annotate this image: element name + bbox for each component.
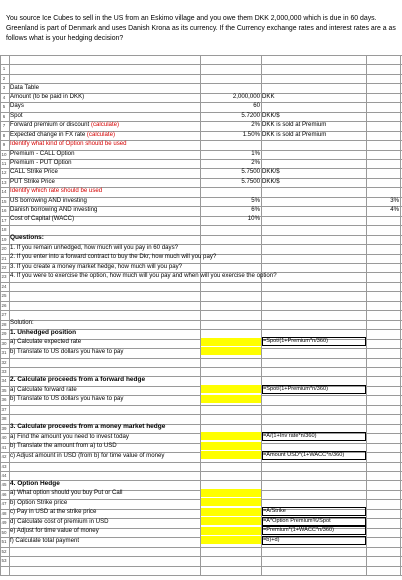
s3-a-formula[interactable]: =A/(1+Inv rate*n/360)	[263, 432, 317, 439]
us-rate-extra[interactable]: 3%	[390, 196, 399, 204]
spot-label[interactable]: Spot	[10, 111, 23, 119]
s4-f-formula[interactable]: =b)+d)	[263, 536, 280, 543]
call-strike-unit[interactable]: DKK/$	[262, 168, 280, 175]
call-strike-value[interactable]: 5.7500	[241, 168, 260, 175]
row-number: 48	[1, 510, 7, 516]
put-premium-value[interactable]: 2%	[251, 158, 260, 166]
row-number: 47	[1, 501, 7, 507]
row-number: 53	[1, 558, 7, 564]
row-number: 45	[1, 482, 7, 488]
expected-change-unit[interactable]: DKK is sold at Premium	[262, 130, 327, 138]
row-number: 37	[1, 406, 7, 412]
expected-change-label[interactable]	[10, 130, 175, 139]
questions-title[interactable]: Questions:	[10, 234, 44, 241]
us-rate-value[interactable]: 5%	[251, 196, 260, 204]
row-number: 41	[1, 444, 7, 450]
danish-rate-extra[interactable]: 4%	[390, 206, 399, 213]
row-number: 33	[1, 369, 7, 374]
call-premium-value[interactable]: 1%	[251, 149, 260, 157]
us-rate-label[interactable]: US borrowing AND investing	[10, 196, 87, 204]
expected-change-value[interactable]: 1.50%	[242, 130, 260, 138]
grid-row-line	[0, 547, 402, 548]
identify-rate-label[interactable]: Identify which rate should be used	[10, 187, 103, 194]
question-4[interactable]: 4. If you were to exercise the option, how much will you pay and when will you exercise the option?	[10, 272, 277, 279]
row-number: 35	[1, 387, 7, 393]
amount-label[interactable]: Amount (to be paid in DKK)	[10, 93, 85, 100]
row-number: 46	[1, 491, 7, 497]
grid-row-line	[0, 471, 402, 472]
row-number: 15	[1, 198, 7, 204]
row-number: 7	[2, 123, 6, 129]
forward-premium-unit[interactable]: DKK is sold at Premium	[262, 121, 327, 128]
call-strike-label[interactable]: CALL Strike Price	[10, 168, 58, 175]
row-number: 25	[1, 293, 7, 299]
grid-row-line	[0, 291, 402, 292]
row-number: 13	[1, 179, 7, 185]
row-number: 28	[1, 321, 7, 327]
grid-row-line	[0, 358, 402, 359]
row-number: 8	[2, 132, 6, 138]
row-number: 44	[1, 473, 7, 478]
row-number: 36	[1, 397, 7, 403]
put-strike-label[interactable]: PUT Strike Price	[10, 177, 55, 185]
row-number: 2	[2, 75, 6, 81]
row-number: 3	[2, 85, 6, 91]
grid-row-line	[0, 282, 402, 283]
s2-b-input-cell[interactable]	[201, 395, 261, 403]
amount-unit[interactable]: DKK	[262, 93, 275, 100]
row-number: 52	[1, 548, 7, 554]
s3-b-label[interactable]: b) Translate the amount from a) to USD	[10, 442, 117, 449]
s3-a-input-cell[interactable]	[201, 432, 261, 440]
s2-a-label[interactable]: a) Calculate forward rate	[10, 385, 77, 393]
s4-a-label[interactable]: a) What option should you buy Put or Call	[10, 489, 123, 496]
row-number: 18	[1, 227, 7, 233]
s2-b-label[interactable]: b) Translate to US dollars you have to pay	[10, 395, 124, 402]
question-3[interactable]: 3. If you create a money market hedge, how much will you pay?	[10, 262, 183, 270]
row-number: 30	[1, 340, 7, 346]
row-number: 29	[1, 331, 7, 337]
s4-e-formula[interactable]: =Premium*(1+WACC*n/360)	[263, 527, 334, 533]
s3-c-label[interactable]: c) Adjust amount in USD (from b) for time value of money	[10, 451, 165, 459]
forward-premium-label[interactable]	[10, 120, 175, 129]
row-number: 26	[1, 302, 7, 308]
spot-value[interactable]: 5.7200	[241, 111, 260, 119]
grid-row-line	[0, 55, 402, 56]
grid-row-line	[0, 301, 402, 302]
row-number: 5	[2, 104, 6, 110]
amount-value[interactable]: 2,000,000	[232, 93, 260, 100]
s4-f-input-cell[interactable]	[201, 536, 261, 544]
row-number: 1	[2, 66, 6, 72]
grid-row-line	[0, 64, 402, 65]
s2-a-input-cell[interactable]	[201, 385, 261, 393]
s4-e-label[interactable]: e) Adjust for time value of money	[10, 527, 99, 534]
grid-row-line	[0, 74, 402, 75]
s4-a-input-cell[interactable]	[201, 489, 261, 497]
danish-rate-label[interactable]: Danish borrowing AND investing	[10, 206, 98, 213]
s4-c-input-cell[interactable]	[201, 508, 261, 516]
row-number: 21	[1, 255, 7, 261]
question-2[interactable]: 2. If you enter into a forward contract to buy the Dkr, how much will you pay?	[10, 253, 217, 260]
row-number: 23	[1, 274, 7, 280]
section-1-title[interactable]: 1. Unhedged position	[10, 328, 77, 336]
days-label[interactable]: Days	[10, 102, 24, 109]
days-value[interactable]: 60	[253, 102, 260, 109]
row-number: 10	[1, 151, 7, 157]
grid-row-line	[0, 462, 402, 463]
grid-row-line	[0, 575, 402, 576]
s3-b-input-cell[interactable]	[201, 442, 261, 450]
row-number: 38	[1, 416, 7, 422]
data-table-title[interactable]: Data Table	[10, 83, 40, 91]
grid-row-line	[0, 405, 402, 406]
row-number: 19	[1, 236, 7, 242]
problem-statement: You source Ice Cubes to sell in the US from an Eskimo village and you owe them DKK 2,000,000 which is due in 60 days. Greenland is part of Denmark and uses Danish Krona as its currency. If the Currency exchange rates and interest rates are a as follows what is your hedging decision?	[6, 15, 396, 42]
identify-option-label[interactable]: Identify what kind of Option should be used	[10, 140, 127, 147]
row-number: 17	[1, 217, 7, 223]
s3-a-label[interactable]: a) Find the amount you need to invest today	[10, 432, 129, 440]
s4-f-label[interactable]: f) Calculate total payment	[10, 536, 80, 544]
row-number: 50	[1, 529, 7, 535]
row-number: 42	[1, 454, 7, 460]
spot-unit[interactable]: DKK/$	[262, 111, 280, 119]
section-3-title[interactable]: 3. Calculate proceeds from a money market hedge	[10, 423, 166, 430]
row-number: 34	[1, 378, 7, 384]
section-4-title[interactable]: 4. Option Hedge	[10, 479, 60, 487]
s1-a-formula[interactable]: =Spot/(1+Premium*n/360)	[263, 338, 328, 344]
s4-d-input-cell[interactable]	[201, 517, 261, 525]
expected-change-note: (calculate)	[86, 130, 116, 138]
grid-column-line	[400, 55, 401, 575]
s4-e-input-cell[interactable]	[201, 527, 261, 535]
row-number: 20	[1, 246, 7, 252]
forward-premium-text: Forward premium or discount	[10, 121, 90, 128]
wacc-label[interactable]: Cost of Capital (WACC)	[10, 215, 75, 222]
solution-title[interactable]: Solution:	[10, 319, 34, 326]
row-number: 12	[1, 170, 7, 176]
s3-c-formula[interactable]: =Amount USD*(1+WACC*n/360)	[263, 451, 345, 458]
s2-a-formula[interactable]: =Spot/(1+Premium*n/360)	[263, 385, 328, 392]
grid-row-line	[0, 367, 402, 368]
put-premium-label[interactable]: Premium - PUT Option	[10, 158, 72, 166]
put-strike-value[interactable]: 5.7500	[241, 177, 260, 185]
section-2-title[interactable]: 2. Calculate proceeds from a forward hedge	[10, 376, 146, 383]
grid-row-line	[0, 310, 402, 311]
grid-column-line	[366, 55, 367, 575]
row-number: 49	[1, 520, 7, 526]
grid-row-line	[0, 225, 402, 226]
row-number: 39	[1, 425, 7, 431]
question-1[interactable]: 1. If you remain unhedged, how much will you pay in 60 days?	[10, 243, 179, 251]
wacc-value[interactable]: 10%	[247, 215, 260, 222]
s1-a-label[interactable]: a) Calculate expected rate	[10, 338, 82, 345]
s4-d-label[interactable]: d) Calculate cost of premium in USD	[10, 517, 109, 525]
row-number: 6	[2, 113, 6, 119]
row-number: 24	[1, 283, 7, 289]
forward-premium-value[interactable]: 2%	[251, 121, 260, 128]
expected-change-text: Expected change in FX rate	[10, 130, 86, 138]
row-number: 27	[1, 312, 7, 318]
row-number: 9	[2, 142, 6, 148]
row-number: 22	[1, 265, 7, 270]
danish-rate-value[interactable]: 6%	[251, 206, 260, 213]
call-premium-label[interactable]: Premium - CALL Option	[10, 149, 75, 157]
row-number: 32	[1, 359, 7, 365]
row-number: 14	[1, 189, 7, 195]
s1-b-label[interactable]: b) Translate to US dollars you have to pay	[10, 347, 124, 355]
s4-c-formula[interactable]: =A/Strike	[263, 508, 286, 514]
row-number: 51	[1, 539, 7, 545]
grid-row-line	[0, 556, 402, 557]
s4-b-label[interactable]: b) Option Strike price	[10, 498, 68, 506]
s4-c-label[interactable]: c) Pay in USD at the strike price	[10, 508, 97, 515]
s4-d-formula[interactable]: =A*Option Premium%/Spot	[263, 517, 331, 524]
row-number: 40	[1, 435, 7, 441]
row-number: 4	[2, 94, 6, 100]
spreadsheet-grid	[0, 55, 402, 575]
s1-b-input-cell[interactable]	[201, 347, 261, 355]
row-number: 31	[1, 350, 7, 356]
s4-b-input-cell[interactable]	[201, 498, 261, 506]
s3-c-input-cell[interactable]	[201, 451, 261, 459]
row-number: 11	[1, 161, 7, 166]
s1-a-input-cell[interactable]	[201, 338, 261, 346]
grid-row-line	[0, 566, 402, 567]
grid-row-line	[0, 414, 402, 415]
row-number: 16	[1, 208, 7, 214]
put-strike-unit[interactable]: DKK/$	[262, 177, 280, 185]
row-number: 43	[1, 463, 7, 469]
forward-premium-note: (calculate)	[90, 121, 120, 128]
